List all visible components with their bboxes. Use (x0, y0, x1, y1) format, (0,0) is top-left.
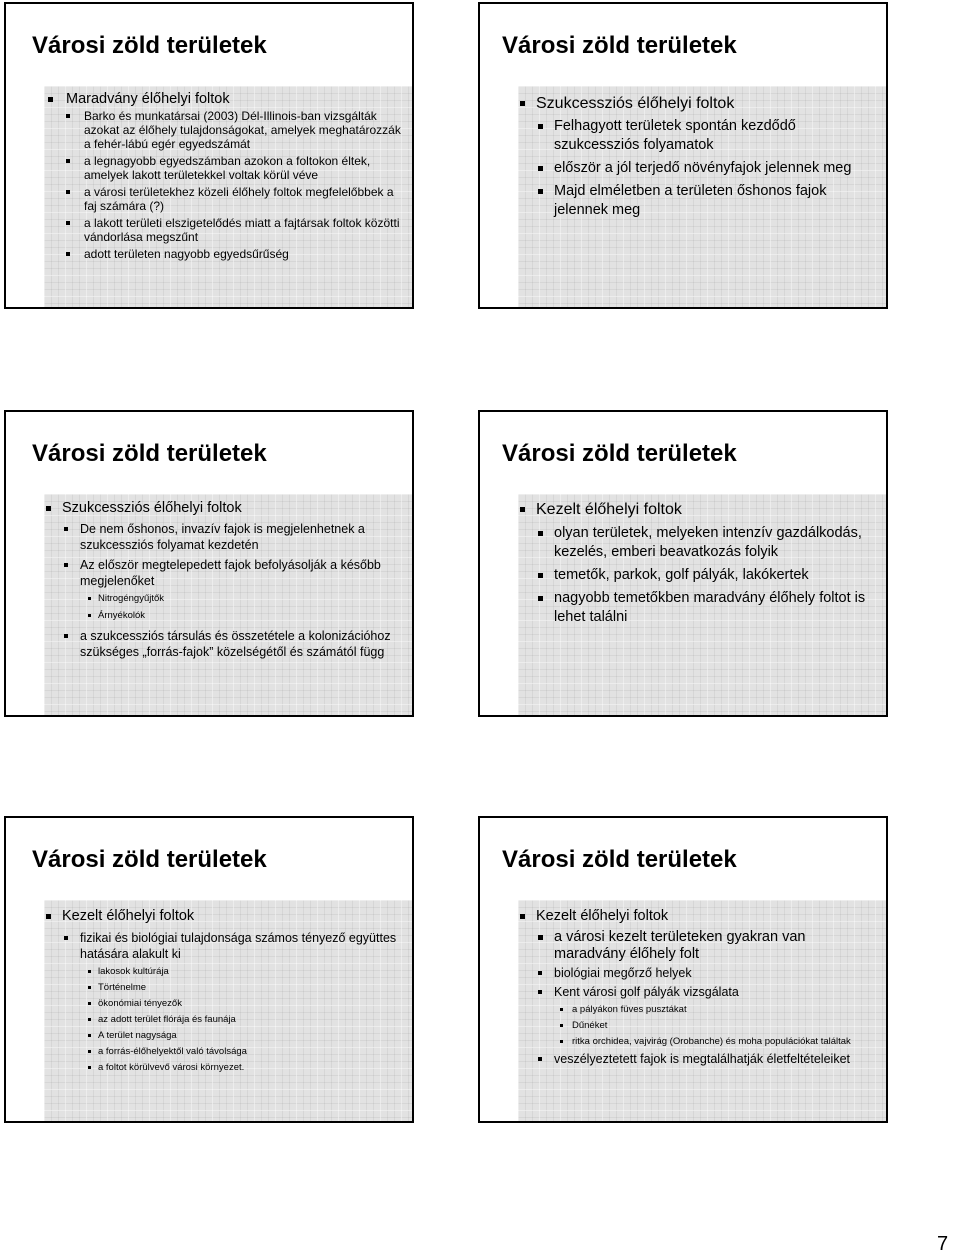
bullet-list (44, 494, 404, 660)
bullet-text: Árnyékolók (98, 610, 145, 621)
square-bullet-icon (66, 190, 70, 194)
square-bullet-icon (88, 1002, 91, 1005)
bullet-list (518, 900, 878, 1067)
bullet-item (44, 216, 404, 244)
bullet-item (44, 91, 404, 108)
slide-content (518, 494, 886, 715)
bullet-item (518, 985, 878, 1000)
slide-title: Városi zöld területek (32, 440, 267, 467)
bullet-text: Dűnéket (572, 1020, 608, 1031)
slide-content (44, 86, 412, 307)
square-bullet-icon (66, 114, 70, 118)
bullet-text: Nitrogéngyűjtők (98, 593, 165, 604)
bullet-item (518, 908, 878, 925)
bullet-text: A terület nagysága (98, 1030, 177, 1041)
square-bullet-icon (560, 1024, 563, 1027)
bullet-item (44, 1014, 404, 1026)
bullet-text: a forrás-élőhelyektől való távolsága (98, 1046, 247, 1057)
square-bullet-icon (46, 506, 51, 511)
bullet-item (44, 1030, 404, 1042)
slide-2 (478, 2, 888, 309)
bullet-text: a foltot körülvevő városi környezet. (98, 1062, 245, 1073)
bullet-item (518, 159, 878, 178)
square-bullet-icon (66, 221, 70, 225)
bullet-item (44, 500, 404, 517)
square-bullet-icon (538, 166, 543, 171)
bullet-list (44, 86, 404, 261)
square-bullet-icon (520, 101, 525, 106)
slide-content (44, 900, 412, 1121)
bullet-text: Az először megtelepedett fajok befolyásolják a később megjelenőket (80, 558, 381, 588)
square-bullet-icon (88, 986, 91, 989)
square-bullet-icon (46, 914, 51, 919)
bullet-text: temetők, parkok, golf pályák, lakókertek (554, 567, 809, 583)
slide-content (518, 900, 886, 1121)
bullet-text: ökonómiai tényezők (98, 998, 182, 1009)
bullet-list (44, 900, 404, 1074)
square-bullet-icon (88, 1066, 91, 1069)
square-bullet-icon (520, 914, 525, 919)
bullet-list (518, 494, 878, 627)
bullet-item (44, 998, 404, 1010)
bullet-list (518, 86, 878, 220)
bullet-text: Kent városi golf pályák vizsgálata (554, 985, 739, 999)
bullet-item (44, 593, 404, 605)
bullet-text: Felhagyott területek spontán kezdődő szukcessziós folyamatok (554, 118, 796, 153)
square-bullet-icon (64, 527, 68, 531)
bullet-item (44, 610, 404, 622)
square-bullet-icon (88, 597, 91, 600)
slide-3 (4, 410, 414, 717)
square-bullet-icon (88, 614, 91, 617)
bullet-text: a legnagyobb egyedszámban azokon a foltokon éltek, amelyek lakott területekkel voltak körül véve (84, 154, 371, 182)
bullet-item (44, 185, 404, 213)
bullet-item (518, 1036, 878, 1048)
slide-title: Városi zöld területek (502, 440, 737, 467)
bullet-text: Történelme (98, 982, 147, 993)
slide-5 (4, 816, 414, 1123)
bullet-text: először a jól terjedő növényfajok jelennek meg (554, 160, 852, 176)
bullet-text: Maradvány élőhelyi foltok (66, 91, 230, 107)
bullet-item (518, 1020, 878, 1032)
slide-6 (478, 816, 888, 1123)
square-bullet-icon (538, 935, 543, 940)
square-bullet-icon (538, 596, 543, 601)
square-bullet-icon (88, 1034, 91, 1037)
bullet-item (518, 566, 878, 585)
bullet-item (518, 524, 878, 562)
bullet-text: Kezelt élőhelyi foltok (536, 908, 669, 924)
bullet-text: ritka orchidea, vajvirág (Orobanche) és moha populációkat találtak (572, 1036, 851, 1047)
bullet-item (518, 500, 878, 519)
slide-title: Városi zöld területek (502, 32, 737, 59)
slide-title: Városi zöld területek (32, 32, 267, 59)
bullet-text: a szukcessziós társulás és összetétele a kolonizációhoz szükséges „forrás-fajok” közelségétől és számától függ (80, 629, 391, 659)
square-bullet-icon (64, 936, 68, 940)
slide-1 (4, 2, 414, 309)
bullet-item (44, 109, 404, 151)
bullet-text: a pályákon füves pusztákat (572, 1004, 687, 1015)
bullet-item (44, 247, 404, 261)
square-bullet-icon (520, 507, 525, 512)
square-bullet-icon (48, 97, 53, 102)
bullet-text: nagyobb temetőkben maradvány élőhely foltot is lehet találni (554, 590, 866, 625)
bullet-item (44, 154, 404, 182)
square-bullet-icon (64, 563, 68, 567)
bullet-text: Szukcessziós élőhelyi foltok (62, 500, 242, 516)
bullet-item (518, 1004, 878, 1016)
bullet-text: Szukcessziós élőhelyi foltok (536, 95, 735, 112)
bullet-text: adott területen nagyobb egyedsűrűség (84, 247, 289, 261)
square-bullet-icon (66, 159, 70, 163)
bullet-item (44, 908, 404, 925)
slide-title: Városi zöld területek (32, 846, 267, 873)
bullet-text: Kezelt élőhelyi foltok (536, 501, 682, 518)
bullet-item (44, 966, 404, 978)
square-bullet-icon (88, 1050, 91, 1053)
square-bullet-icon (560, 1008, 563, 1011)
bullet-text: biológiai megőrző helyek (554, 966, 692, 980)
bullet-item (518, 589, 878, 627)
slide-content (518, 86, 886, 307)
bullet-text: De nem őshonos, invazív fajok is megjelenhetnek a szukcessziós folyamat kezdetén (80, 522, 365, 552)
bullet-item (518, 94, 878, 113)
square-bullet-icon (64, 634, 68, 638)
bullet-text: a városi területekhez közeli élőhely foltok megfelelőbbek a faj számára (?) (84, 185, 394, 213)
square-bullet-icon (538, 189, 543, 194)
square-bullet-icon (88, 1018, 91, 1021)
bullet-text: lakosok kultúrája (98, 966, 169, 977)
bullet-text: fizikai és biológiai tulajdonsága számos tényező együttes hatására alakult ki (80, 931, 397, 961)
square-bullet-icon (538, 990, 542, 994)
bullet-text: olyan területek, melyeken intenzív gazdálkodás, kezelés, emberi beavatkozás folyik (554, 525, 862, 560)
bullet-item (44, 521, 404, 553)
bullet-item (44, 628, 404, 660)
slide-4 (478, 410, 888, 717)
bullet-text: Barko és munkatársai (2003) Dél-Illinois-ban vizsgálták azokat az élőhely tulajdonságokat, amelyek meghatározzák a fehér-lábú egér egyedszámát (84, 109, 401, 151)
slide-title: Városi zöld területek (502, 846, 737, 873)
bullet-item (44, 1046, 404, 1058)
slide-content (44, 494, 412, 715)
square-bullet-icon (88, 970, 91, 973)
bullet-item (44, 557, 404, 589)
page-number: 7 (937, 1233, 949, 1255)
bullet-text: veszélyeztetett fajok is megtalálhatják életfeltételeiket (554, 1052, 850, 1066)
bullet-item (44, 930, 404, 962)
square-bullet-icon (66, 252, 70, 256)
bullet-item (518, 1052, 878, 1067)
square-bullet-icon (560, 1040, 563, 1043)
bullet-text: a városi kezelt területeken gyakran van maradvány élőhely folt (554, 929, 806, 962)
square-bullet-icon (538, 1057, 542, 1061)
bullet-item (44, 1062, 404, 1074)
bullet-item (518, 966, 878, 981)
bullet-item (44, 982, 404, 994)
bullet-text: Kezelt élőhelyi foltok (62, 908, 195, 924)
bullet-text: Majd elméletben a területen őshonos fajok jelennek meg (554, 183, 827, 218)
bullet-item (518, 182, 878, 220)
square-bullet-icon (538, 531, 543, 536)
square-bullet-icon (538, 573, 543, 578)
square-bullet-icon (538, 971, 542, 975)
bullet-text: a lakott területi elszigetelődés miatt a fajtársak foltok közötti vándorlása megszűnt (84, 216, 400, 244)
bullet-item (518, 929, 878, 963)
bullet-text: az adott terület flórája és faunája (98, 1014, 236, 1025)
square-bullet-icon (538, 124, 543, 129)
bullet-item (518, 117, 878, 155)
